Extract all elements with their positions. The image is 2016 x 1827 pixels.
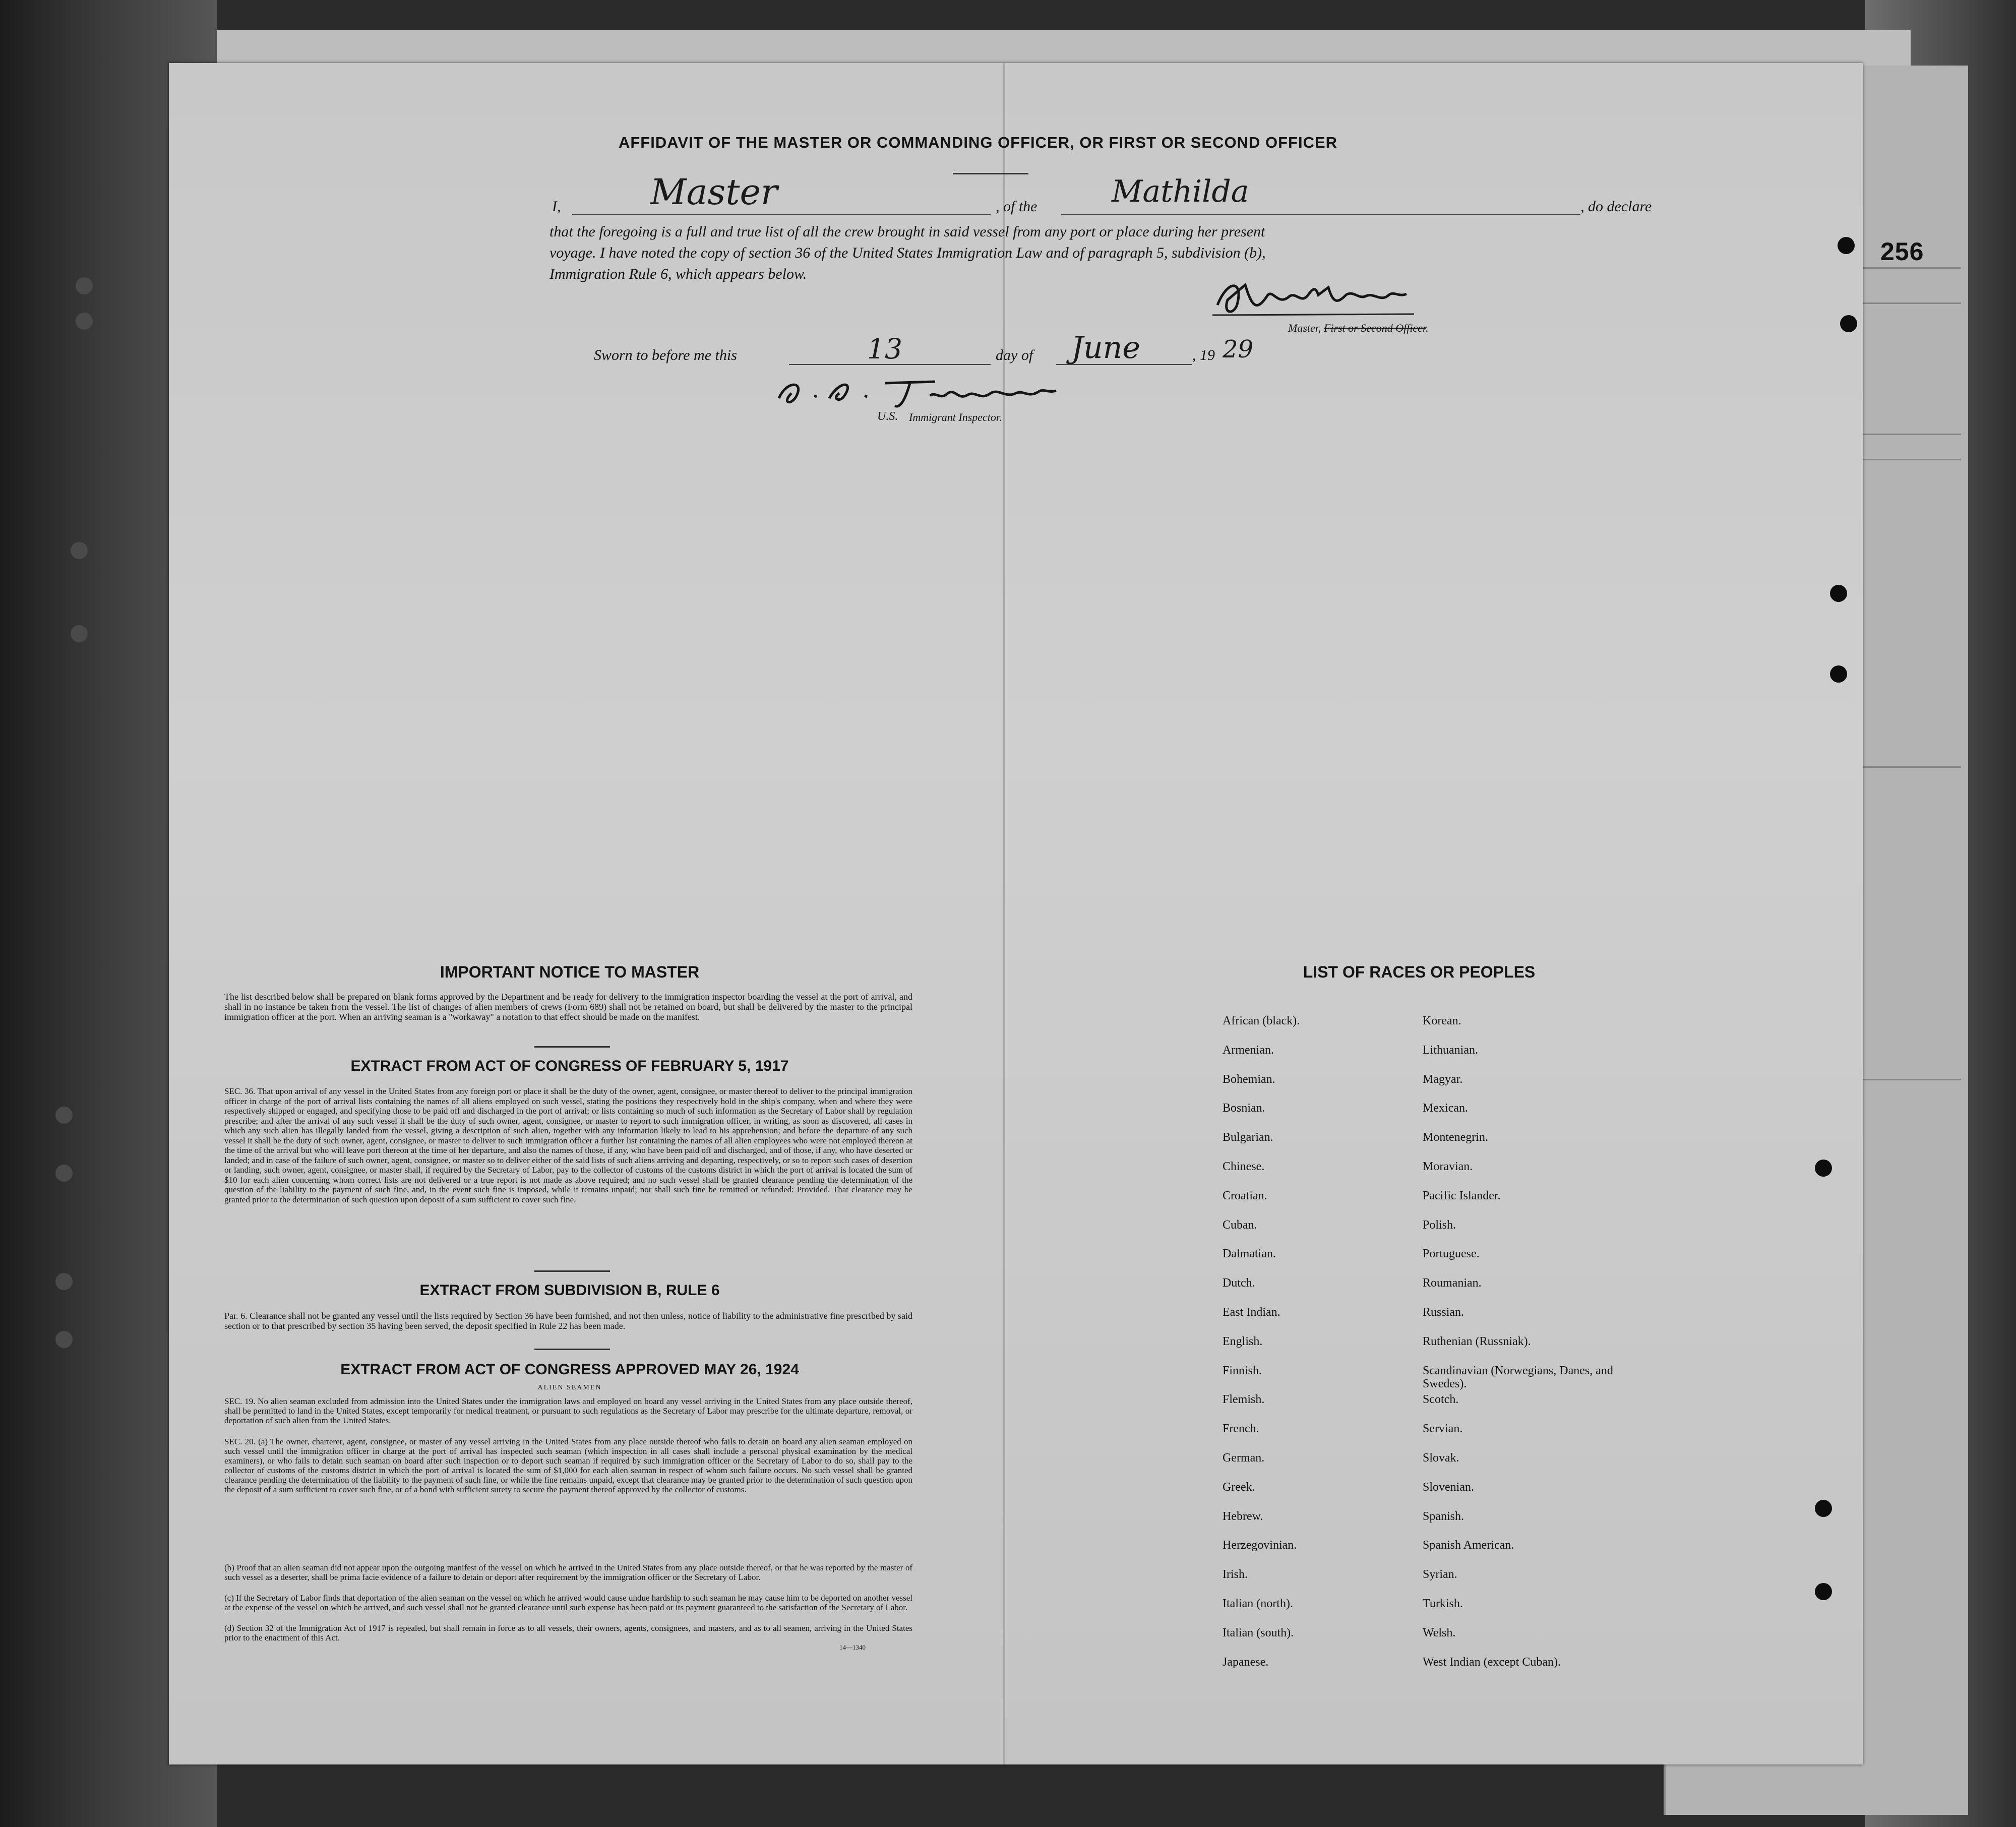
inspector-signature — [769, 371, 1086, 416]
binder-hole — [76, 313, 93, 330]
races-list-title: LIST OF RACES OR PEOPLES — [1303, 963, 1536, 981]
race-item: Slovenian. — [1423, 1480, 1474, 1494]
race-item: Italian (north). — [1223, 1597, 1293, 1610]
race-item: West Indian (except Cuban). — [1423, 1655, 1561, 1669]
title-rule — [953, 173, 1028, 174]
affidavit-title: AFFIDAVIT OF THE MASTER OR COMMANDING OFFICER, OR FIRST OR SECOND OFFICER — [618, 134, 1338, 151]
page-number: 256 — [1880, 237, 1924, 266]
binder-hole — [1815, 1583, 1832, 1600]
race-item: Russian. — [1423, 1306, 1464, 1319]
vessel-fill-line — [1061, 214, 1580, 215]
extract-1924-sec19: SEC. 19. No alien seaman excluded from admission into the United States under the immigration laws and employed on board any vessel arriving in the United States from any place outside thereof, shall be permitted to land in the United States, except temporarily for medical treatment, or pursuant to such regulations as the Secretary of Labor may prescribe for the ultimate departure, removal, or deportation of such alien from the United States. — [224, 1396, 912, 1425]
alien-seamen-subtitle: ALIEN SEAMEN — [537, 1384, 602, 1391]
race-item: Ruthenian (Russniak). — [1423, 1334, 1531, 1348]
race-item: Dalmatian. — [1223, 1247, 1276, 1261]
declaration-line-4: Immigration Rule 6, which appears below. — [549, 266, 807, 282]
year-handwritten: 29 — [1223, 335, 1254, 363]
race-item: Croatian. — [1223, 1189, 1267, 1202]
race-item: Turkish. — [1423, 1597, 1463, 1610]
i-label: I, — [552, 198, 561, 215]
binder-hole — [71, 625, 88, 642]
race-item: Bohemian. — [1223, 1072, 1275, 1086]
declaration-line-3: voyage. I have noted the copy of section 36 of the United States Immigration Law and of paragraph 5, subdivision (b), — [549, 245, 1266, 261]
race-item: Slovak. — [1423, 1451, 1459, 1465]
race-item: Dutch. — [1223, 1276, 1255, 1290]
section-rule — [534, 1349, 610, 1350]
race-item: Moravian. — [1423, 1160, 1473, 1173]
extract-1917-body: SEC. 36. That upon arrival of any vessel in the United States from any foreign port or place it shall be the duty of the owner, agent, consignee, or master thereof to deliver to the principal immigration officer in charge of the port of arrival lists containing the names of all aliens employed on such vessel, stating the positions they respectively hold in the ship's company, when and where they were respectively shipped or engaged, and specifying those to be paid off and discharged in the port of arrival; or lists containing so much of such information as the Secretary of Labor shall by regulation prescribe; and after the arrival of any such vessel it shall be the duty of such owner, agent, consignee, or master to report to such immigration officer, in writing, as soon as discovered, all cases in which any such alien has illegally landed from the vessel, giving a description of such alien, together with any information likely to lead to his apprehension; and before the departure of any such vessel it shall be the duty of such owner, agent, consignee, or master to deliver to such immigration officer a further list containing the names of all alien employees who were not employed thereon at the time of the arrival but who will leave port thereon at the time of her departure, and also the names of those, if any, who have been paid off and discharged, and of those, if any, who have deserted or landed; and in case of the failure of such owner, agent, consignee, or master so to deliver either of the said lists of such aliens arriving and departing, respectively, or so to report such cases of desertion or landing, such owner, agent, consignee, or master shall, if required by the Secretary of Labor, pay to the collector of customs of the customs district in which the port of arrival is located the sum of $10 for each alien concerning whom correct lists are not delivered or a true report is not made as above required; and no such vessel shall be granted clearance pending the determination of the question of the liability to the payment of such fine, and, in the event such fine is imposed, while it remains unpaid; nor shall such fine be remitted or refunded: Provided, That clearance may be granted prior to the determination of such question upon deposit of a sum sufficient to cover such fine. — [224, 1086, 912, 1204]
extract-1924-sec20a: SEC. 20. (a) The owner, charterer, agent, consignee, or master of any vessel arriving in the United States from any place outside thereof who fails to detain on board any alien seaman employed on such vessel until the immigration officer in charge at the port of arrival has inspected such seaman (which inspection in all cases shall include a personal physical examination by the medical examiners), or who fails to detain such seaman on board after such inspection or to deport such seaman if required by such immigration officer or the Secretary of Labor to do so, shall pay to the collector of customs of the customs district in which the port of arrival is located the sum of $1,000 for each alien seaman in respect of whom such failure occurs. No such vessel shall be granted clearance pending the determination of the liability to the payment of such fine, or while the fine remains unpaid, except that clearance may be granted prior to the determination of such question upon the deposit of a sum sufficient to cover such fine, or of a bond with sufficient surety to secure the payment thereof approved by the collector of customs. — [224, 1437, 912, 1494]
race-item: Roumanian. — [1423, 1276, 1482, 1290]
binder-hole — [71, 542, 88, 559]
caption-master: Master, — [1288, 322, 1321, 334]
race-item: Bulgarian. — [1223, 1131, 1273, 1144]
day-handwritten: 13 — [867, 333, 902, 365]
race-item: Scandinavian (Norwegians, Danes, and Swedes). — [1423, 1364, 1613, 1390]
race-item: Italian (south). — [1223, 1626, 1294, 1639]
race-item: Montenegrin. — [1423, 1131, 1488, 1144]
day-of-label: day of — [996, 347, 1033, 363]
race-item: Magyar. — [1423, 1072, 1463, 1086]
caption-struck-officer: First or Second Officer — [1323, 322, 1426, 334]
race-item: Lithuanian. — [1423, 1043, 1478, 1057]
year-printed: , 19 — [1192, 347, 1215, 363]
officer-fill-line — [572, 214, 991, 215]
race-item: Chinese. — [1223, 1160, 1265, 1173]
race-item: Greek. — [1223, 1480, 1255, 1494]
race-item: Cuban. — [1223, 1218, 1257, 1232]
race-item: Bosnian. — [1223, 1102, 1265, 1115]
race-item: Spanish. — [1423, 1509, 1464, 1523]
extract-rule6-title: EXTRACT FROM SUBDIVISION B, RULE 6 — [419, 1282, 720, 1299]
race-item: Finnish. — [1223, 1364, 1262, 1377]
binder-hole — [55, 1331, 73, 1348]
binder-hole — [55, 1165, 73, 1182]
binder-hole — [1815, 1500, 1832, 1517]
binder-hole — [1830, 665, 1847, 683]
race-item: Syrian. — [1423, 1568, 1457, 1581]
do-declare-label: , do declare — [1580, 198, 1652, 215]
form-number: 14—1340 — [839, 1643, 866, 1651]
binder-hole — [1838, 237, 1855, 254]
binder-hole — [76, 277, 93, 294]
race-item: Portuguese. — [1423, 1247, 1480, 1261]
sworn-label: Sworn to before me this — [594, 347, 737, 363]
notice-title: IMPORTANT NOTICE TO MASTER — [440, 963, 700, 981]
extract-1924-sec20c: (c) If the Secretary of Labor finds that deportation of the alien seaman on the vessel on which he arrived would cause undue hardship to such seaman he may cause him to be deported on another vessel at the expense of the vessel on which he arrived, and such vessel shall not be granted clearance until such expense has been paid or its payment guaranteed to the satisfaction of the Secretary of Labor. — [224, 1593, 912, 1612]
race-item: German. — [1223, 1451, 1265, 1465]
race-item: Japanese. — [1223, 1655, 1269, 1669]
race-item: Polish. — [1423, 1218, 1456, 1232]
race-item: English. — [1223, 1334, 1263, 1348]
race-item: Flemish. — [1223, 1393, 1265, 1407]
binder-hole — [55, 1107, 73, 1124]
officer-handwritten: Master — [650, 171, 778, 213]
signature-caption — [1288, 322, 1429, 335]
race-item: Pacific Islander. — [1423, 1189, 1501, 1202]
binder-hole — [55, 1273, 73, 1290]
extract-1917-title: EXTRACT FROM ACT OF CONGRESS OF FEBRUARY 5, 1917 — [350, 1058, 789, 1074]
race-item: Herzegovinian. — [1223, 1539, 1297, 1552]
race-item: African (black). — [1223, 1014, 1300, 1027]
declaration-line-2: that the foregoing is a full and true list of all the crew brought in said vessel from any port or place during her present — [549, 223, 1265, 240]
extract-1924-sec20b: (b) Proof that an alien seaman did not appear upon the outgoing manifest of the vessel on which he arrived in the United States from any place outside thereof, or that he was reported by the master of such vessel as a deserter, shall be prima facie evidence of a failure to detain or deport after requirement by the immigration officer or the Secretary of Labor. — [224, 1563, 912, 1582]
inspector-prefix-handwritten: U.S. — [877, 410, 898, 423]
month-handwritten: June — [1071, 330, 1140, 366]
extract-rule6-body: Par. 6. Clearance shall not be granted any vessel until the lists required by Section 36 have been furnished, and not then unless, notice of liability to the administrative fine prescribed by said section or to that prescribed by section 35 having been served, the deposit specified in Rule 22 has been made. — [224, 1311, 912, 1331]
extract-1924-title: EXTRACT FROM ACT OF CONGRESS APPROVED MAY 26, 1924 — [340, 1361, 799, 1378]
race-item: Hebrew. — [1223, 1509, 1263, 1523]
extract-1924-sec20d: (d) Section 32 of the Immigration Act of 1917 is repealed, but shall remain in force as to all vessels, their owners, agents, consignees, and masters, and as to all seamen, arriving in the United States prior to the enactment of this Act. — [224, 1623, 912, 1642]
race-item: East Indian. — [1223, 1306, 1280, 1319]
race-item: Welsh. — [1423, 1626, 1456, 1639]
inspector-caption: Immigrant Inspector. — [909, 411, 1002, 423]
section-rule — [534, 1270, 610, 1272]
race-item: French. — [1223, 1422, 1259, 1436]
notice-body: The list described below shall be prepared on blank forms approved by the Department and be ready for delivery to the immigration inspector boarding the vessel at the port of arrival, and shall in no instance be taken from the vessel. The list of changes of alien members of crews (Form 689) shall not be retained on board, but shall be delivered by the master to the principal immigration officer at the port. When an arriving seaman is a "workaway" a notation to that effect should be made on the manifest. — [224, 992, 912, 1022]
race-item: Spanish American. — [1423, 1539, 1514, 1552]
race-item: Mexican. — [1423, 1102, 1468, 1115]
section-rule — [534, 1046, 610, 1048]
vessel-handwritten: Mathilda — [1112, 174, 1249, 209]
race-item: Korean. — [1423, 1014, 1461, 1027]
race-item: Irish. — [1223, 1568, 1248, 1581]
of-the-label: , of the — [996, 198, 1037, 215]
race-item: Servian. — [1423, 1422, 1463, 1436]
page-fold — [1003, 63, 1005, 1764]
race-item: Scotch. — [1423, 1393, 1459, 1407]
binder-hole — [1840, 315, 1857, 332]
binder-hole — [1815, 1160, 1832, 1177]
binder-hole — [1830, 585, 1847, 602]
caption-period: . — [1426, 322, 1429, 334]
race-item: Armenian. — [1223, 1043, 1274, 1057]
